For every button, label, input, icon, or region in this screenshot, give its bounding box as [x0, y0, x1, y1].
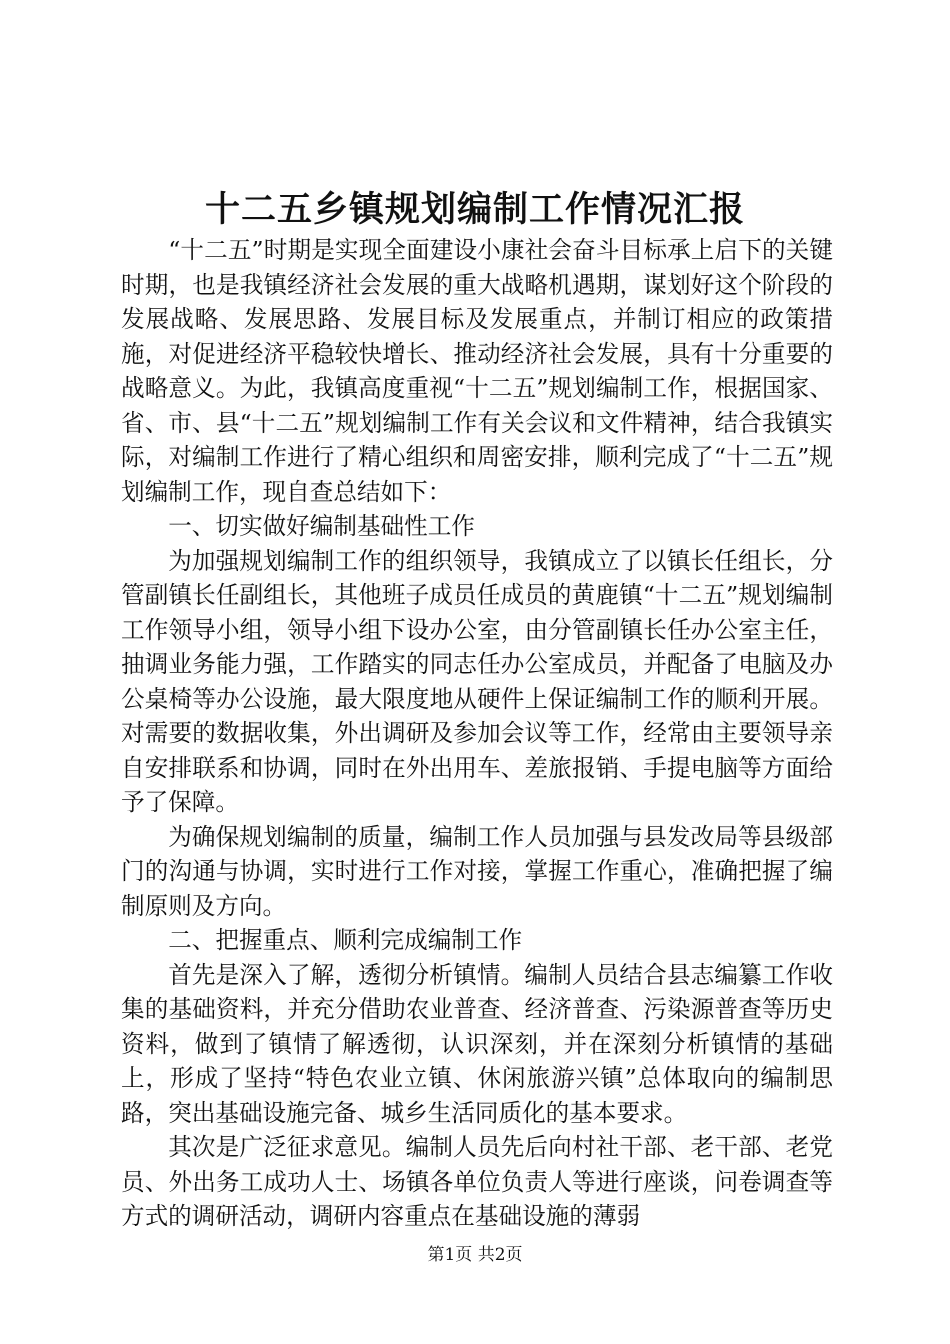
paragraph-analysis: 首先是深入了解，透彻分析镇情。编制人员结合县志编纂工作收集的基础资料，并充分借助农业普查、经济普查、污染源普查等历史资料，做到了镇情了解透彻，认识深刻，并在深刻分析镇情的基础上，形成了坚持“特色农业立镇、休闲旅游兴镇”总体取向的编制思路，突出基础设施完备、城乡生活同质化的基本要求。 — [121, 960, 833, 1127]
document-body — [121, 233, 833, 1234]
paragraph-intro: “十二五”时期是实现全面建设小康社会奋斗目标承上启下的关键时期，也是我镇经济社会发展的重大战略机遇期，谋划好这个阶段的发展战略、发展思路、发展目标及发展重点，并制订相应的政策措施，对促进经济平稳较快增长、推动经济社会发展，具有十分重要的战略意义。为此，我镇高度重视“十二五”规划编制工作，根据国家、省、市、县“十二五”规划编制工作有关会议和文件精神，结合我镇实际，对编制工作进行了精心组织和周密安排，顺利完成了“十二五”规划编制工作，现自查总结如下： — [121, 236, 833, 506]
paragraph-opinions: 其次是广泛征求意见。编制人员先后向村社干部、老干部、老党员、外出务工成功人士、场镇各单位负责人等进行座谈，问卷调查等方式的调研活动，调研内容重点在基础设施的薄弱 — [121, 1133, 833, 1230]
document-title: 十二五乡镇规划编制工作情况汇报 — [204, 189, 745, 230]
paragraph-organization: 为加强规划编制工作的组织领导，我镇成立了以镇长任组长，分管副镇长任副组长，其他班子成员任成员的黄鹿镇“十二五”规划编制工作领导小组，领导小组下设办公室，由分管副镇长任办公室主任，抽调业务能力强，工作踏实的同志任办公室成员，并配备了电脑及办公桌椅等办公设施，最大限度地从硬件上保证编制工作的顺利开展。对需要的数据收集，外出调研及参加会议等工作，经常由主要领导亲自安排联系和协调，同时在外出用车、差旅报销、手提电脑等方面给予了保障。 — [121, 546, 833, 816]
section-heading-1: 一、切实做好编制基础性工作 — [168, 512, 475, 540]
page-number-footer: 第1页 共2页 — [427, 1245, 523, 1265]
section-heading-2: 二、把握重点、顺利完成编制工作 — [168, 926, 523, 954]
paragraph-quality: 为确保规划编制的质量，编制工作人员加强与县发改局等县级部门的沟通与协调，实时进行工作对接，掌握工作重心，准确把握了编制原则及方向。 — [121, 822, 833, 920]
